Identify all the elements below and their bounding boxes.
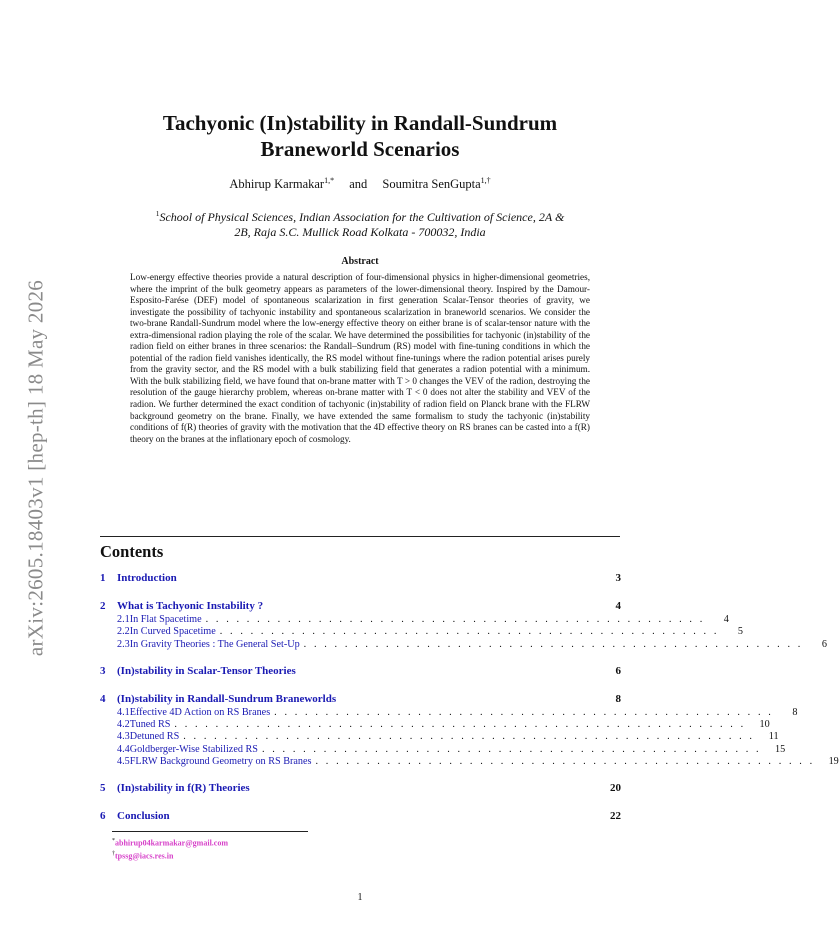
- page-number: 1: [357, 892, 363, 903]
- toc-subsection-page: 11: [768, 731, 779, 743]
- affiliation: [100, 206, 620, 240]
- toc-subsection-page: 6: [821, 638, 827, 650]
- title-line-1: Tachyonic (In)stability in Randall-Sundrum: [162, 111, 558, 135]
- title-line-2: Braneworld Scenarios: [260, 137, 460, 161]
- footnote-mark-1: *: [112, 838, 115, 844]
- abstract-body: Low-energy effective theories provide a natural description of four-dimensional physics in higher-dimensional geometries, where the imprint of the bulk geometry appears as parameters of the lower-dimensional theory. Inspired by the Damour-Esposito-Farése (DEF) model of spontaneous scalarization in first generation Scalar-Tensor theories of gravity, we investigate the possibility of tachyonic instability and spontaneous scalarization in braneworld scenarios. We consider the two-brane Randall-Sundrum model where the low-energy effective theory on either brane is of scalar-tensor nature with the extra-dimensional radion playing the role of the scalar. We have determined the possibilities for tachyonic (in)stability of the radion field on either branes in three scenarios: the Randall–Sundrum (RS) model with fine-tuning conditions in which the potential of the radion field vanishes identically, the RS model without fine-tunings where the radion potential arises purely from the gravity sector, and the RS model with a bulk stabilizing field that generates a radion potential with a minimum. With the bulk stabilizing field, we have found that on-brane matter with T > 0 changes the VEV of the radion, destroying the resolution of the gauge hierarchy problem, whereas on-brane matter with T < 0 does not alter the stability and VEV of the radion. We further determined the exact condition of tachyonic (in)stability of radion field on Planck brane with the FLRW background geometry on the brane. Finally, we have extended the same formalism to study the tachyonic (in)stability conditions of f(R) theories of gravity with the motivation that the 4D effective theory on RS branes can be casted into a f(R) theory on the branes at the inflationary epoch of cosmology.: [130, 272, 590, 444]
- toc-subsection-number: 2.1: [117, 614, 130, 625]
- toc-section-randall-sundrum[interactable]: [100, 693, 621, 707]
- toc-subsection-title[interactable]: FLRW Background Geometry on RS Branes: [129, 756, 312, 768]
- toc-subsection-title[interactable]: Effective 4D Action on RS Branes: [129, 706, 271, 718]
- affiliation-line-2: 2B, Raja S.C. Mullick Road Kolkata - 700032, India: [234, 225, 486, 239]
- toc-section-tachyonic-instability[interactable]: [100, 600, 621, 614]
- table-of-contents: [100, 566, 839, 824]
- footnote-mark-2: †: [112, 850, 115, 857]
- toc-subsection-title[interactable]: Tuned RS: [129, 719, 171, 731]
- abstract-heading: Abstract: [341, 256, 379, 267]
- toc-subsection-title[interactable]: Goldberger-Wise Stabilized RS: [129, 743, 258, 755]
- toc-section-number: 2: [100, 600, 106, 612]
- toc-section-introduction[interactable]: [100, 572, 621, 586]
- toc-section-title[interactable]: Conclusion: [117, 810, 170, 823]
- toc-subsection-effective-action[interactable]: 4.1 Effective 4D Action on RS Branes . . . . . . . . . . . . . . . . . . . . . . . . . . . . . . . . . . . . . . . . . . . . . . . . . 8: [117, 706, 798, 718]
- author-1-marks: 1,*: [324, 176, 335, 185]
- toc-section-scalar-tensor[interactable]: [100, 665, 621, 679]
- toc-subsection-number: 2.2: [117, 626, 130, 638]
- toc-subsection-number: 4.1: [117, 706, 130, 718]
- toc-section-page: 20: [610, 782, 621, 795]
- toc-subsection-page: 4: [723, 614, 729, 625]
- toc-section-number: 5: [100, 782, 106, 795]
- toc-subsection-number: 4.3: [117, 731, 130, 743]
- toc-section-f-of-r[interactable]: [100, 782, 621, 796]
- arxiv-identifier-stamp: [22, 258, 50, 678]
- author-1-name: Abhirup Karmakar: [229, 177, 325, 192]
- toc-subsection-title[interactable]: Detuned RS: [129, 731, 180, 743]
- toc-subsection-page: 10: [759, 719, 770, 731]
- toc-subsection-title[interactable]: In Flat Spacetime: [129, 614, 202, 625]
- toc-section-number: 6: [100, 810, 106, 823]
- paper-title: [100, 110, 620, 162]
- toc-section-title[interactable]: (In)stability in f(R) Theories: [117, 782, 250, 795]
- author-2-marks: 1,†: [480, 176, 491, 185]
- toc-subsection-number: 4.2: [117, 719, 130, 731]
- footnotes: [112, 836, 228, 861]
- toc-subsection-page: 5: [737, 626, 743, 638]
- toc-subsection-goldberger-wise[interactable]: 4.4 Goldberger-Wise Stabilized RS . . . . . . . . . . . . . . . . . . . . . . . . . . . . . . . . . . . . . . . . . . . . . . . . . 15: [117, 743, 786, 755]
- toc-subsection-curved-spacetime[interactable]: 2.2 In Curved Spacetime . . . . . . . . . . . . . . . . . . . . . . . . . . . . . . . . . . . . . . . . . . . . . . . . . 5: [117, 626, 743, 638]
- toc-subsection-flrw-background[interactable]: 4.5 FLRW Background Geometry on RS Branes . . . . . . . . . . . . . . . . . . . . . . . . . . . . . . . . . . . . . . . . . . . . . . . . . 19: [117, 756, 839, 768]
- toc-subsection-title[interactable]: In Gravity Theories : The General Set-Up: [129, 638, 300, 650]
- footnote-rule: [112, 831, 308, 832]
- toc-section-number: 3: [100, 664, 106, 677]
- toc-section-title[interactable]: Introduction: [117, 572, 177, 584]
- toc-section-conclusion[interactable]: [100, 810, 621, 824]
- arxiv-stamp-text: arXiv:2605.18403v1 [hep-th] 18 May 2026: [23, 279, 48, 657]
- toc-section-page: 6: [615, 664, 621, 677]
- toc-subsection-number: 4.4: [117, 743, 130, 755]
- toc-section-number: 4: [100, 692, 106, 705]
- toc-section-page: 3: [615, 572, 621, 584]
- toc-section-number: 1: [100, 572, 106, 584]
- toc-section-title[interactable]: (In)stability in Randall-Sundrum Braneworlds: [117, 692, 337, 705]
- author-list: [100, 176, 620, 192]
- contents-top-rule: [100, 536, 620, 537]
- toc-subsection-gravity-theories[interactable]: 2.3 In Gravity Theories : The General Set-Up . . . . . . . . . . . . . . . . . . . . . . . . . . . . . . . . . . . . . . . . . . . . . . . . . 6: [117, 638, 827, 650]
- toc-section-page: 22: [610, 810, 621, 823]
- toc-section-title[interactable]: What is Tachyonic Instability ?: [117, 600, 264, 612]
- toc-subsection-page: 19: [828, 756, 839, 768]
- toc-section-page: 4: [615, 600, 621, 612]
- affiliation-mark: 1: [155, 209, 160, 218]
- affiliation-line-1: School of Physical Sciences, Indian Association for the Cultivation of Science, 2A &: [159, 210, 565, 224]
- toc-subsection-number: 4.5: [117, 756, 130, 768]
- toc-section-page: 8: [615, 692, 621, 705]
- toc-subsection-flat-spacetime[interactable]: 2.1 In Flat Spacetime . . . . . . . . . . . . . . . . . . . . . . . . . . . . . . . . . . . . . . . . . . . . . . . . . 4: [117, 614, 729, 625]
- toc-subsection-detuned-rs[interactable]: 4.3 Detuned RS . . . . . . . . . . . . . . . . . . . . . . . . . . . . . . . . . . . . . . . . . . . . . . . . . . . . . . . . 11: [117, 731, 779, 743]
- email-link-2[interactable]: tpssg@iacs.res.in: [115, 851, 174, 861]
- toc-subsection-tuned-rs[interactable]: 4.2 Tuned RS . . . . . . . . . . . . . . . . . . . . . . . . . . . . . . . . . . . . . . . . . . . . . . . . . . . . . . . . 10: [117, 719, 770, 731]
- author-conjunction: and: [349, 177, 368, 192]
- contents-heading: Contents: [100, 542, 164, 561]
- email-link-1[interactable]: abhirup04karmakar@gmail.com: [115, 838, 228, 848]
- toc-section-title[interactable]: (In)stability in Scalar-Tensor Theories: [117, 664, 296, 677]
- toc-subsection-number: 2.3: [117, 638, 130, 650]
- author-2-name: Soumitra SenGupta: [382, 177, 481, 192]
- toc-subsection-page: 8: [792, 706, 798, 718]
- toc-subsection-title[interactable]: In Curved Spacetime: [129, 626, 216, 638]
- toc-subsection-page: 15: [775, 743, 786, 755]
